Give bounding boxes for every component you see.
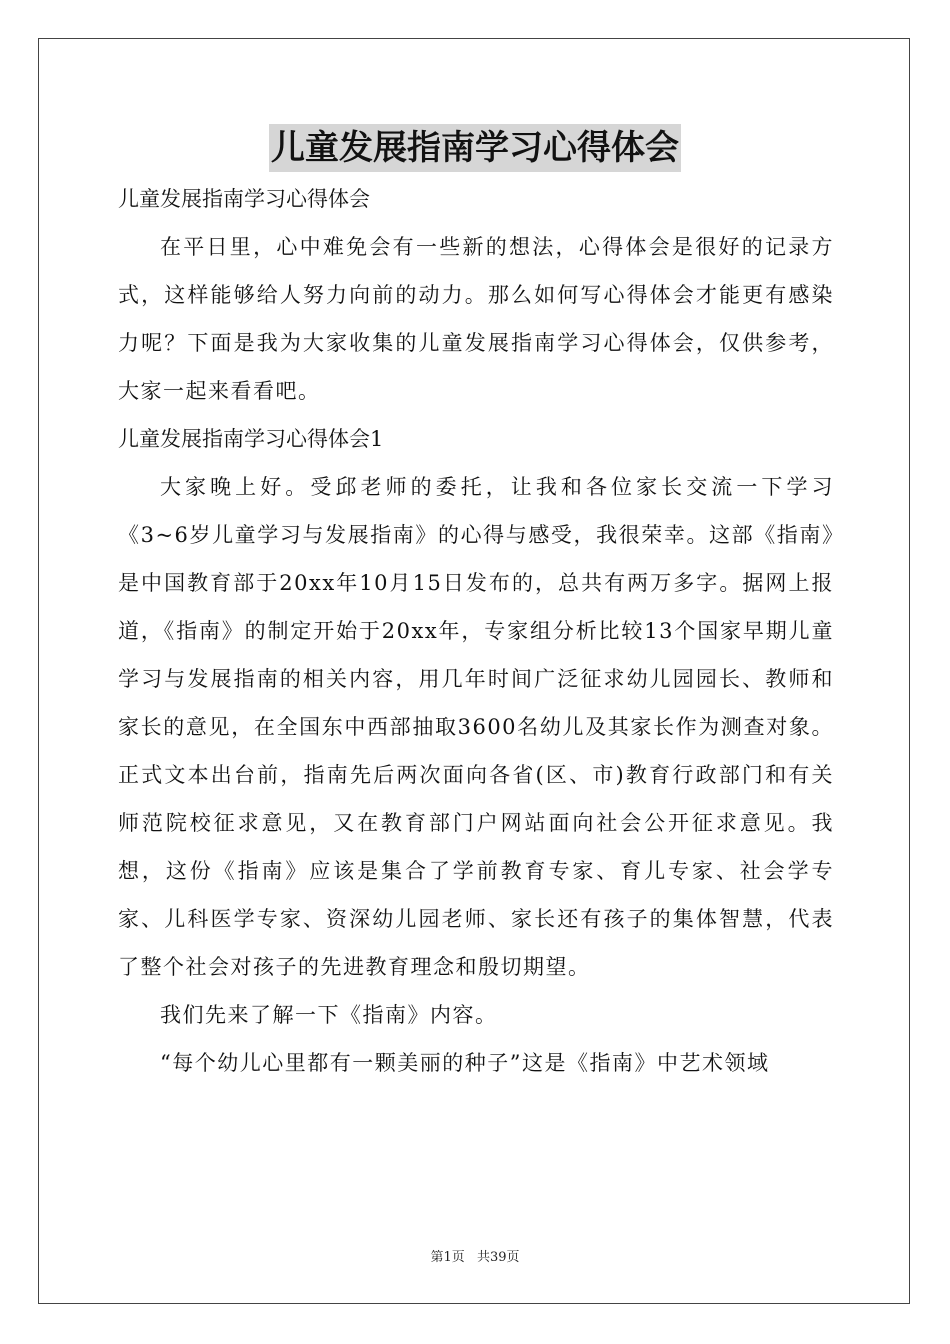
page-number: 第1页 — [430, 1250, 465, 1265]
section-heading: 儿童发展指南学习心得体会1 — [118, 427, 384, 451]
document-subtitle: 儿童发展指南学习心得体会 — [118, 187, 370, 211]
page-footer — [0, 1246, 950, 1265]
document-body — [118, 175, 834, 1087]
title-container — [0, 124, 950, 172]
body-paragraph-2: 我们先来了解一下《指南》内容。 — [160, 1003, 498, 1027]
page-total: 共39页 — [476, 1250, 520, 1265]
body-paragraph-1: 大家晚上好。受邱老师的委托，让我和各位家长交流一下学习《3~6岁儿童学习与发展指南》的心得与感受，我很荣幸。这部《指南》是中国教育部于20xx年10月15日发布的，总共有两万多字。据网上报道，《指南》的制定开始于20xx年，专家组分析比较13个国家早期儿童学习与发展指南的相关内容，用几年时间广泛征求幼儿园园长、教师和家长的意见，在全国东中西部抽取3600名幼儿及其家长作为测查对象。正式文本出台前，指南先后两次面向各省(区、市)教育行政部门和有关师范院校征求意见，又在教育部门户网站面向社会公开征求意见。我想，这份《指南》应该是集合了学前教育专家、育儿专家、社会学专家、儿科医学专家、资深幼儿园老师、家长还有孩子的集体智慧，代表了整个社会对孩子的先进教育理念和殷切期望。 — [118, 475, 834, 979]
intro-paragraph: 在平日里，心中难免会有一些新的想法，心得体会是很好的记录方式，这样能够给人努力向前的动力。那么如何写心得体会才能更有感染力呢？下面是我为大家收集的儿童发展指南学习心得体会，仅供参考，大家一起来看看吧。 — [118, 235, 834, 403]
document-title: 儿童发展指南学习心得体会 — [269, 124, 681, 172]
body-paragraph-3: “每个幼儿心里都有一颗美丽的种子”这是《指南》中艺术领域 — [160, 1051, 770, 1075]
